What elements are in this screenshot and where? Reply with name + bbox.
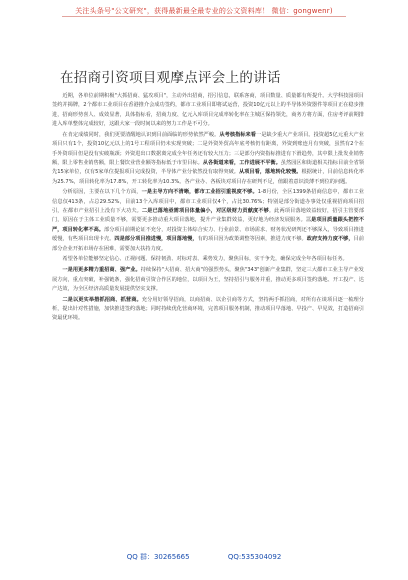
paragraph-text: 1-8月份，全区1399条招商信息中，都市工业信息仅413条，占总29.52%，目前13个入库项目中，都市工业项目仅4个，占比30.76%；特别是部分街道办事处仅重视招商项目招引，在都市产业招引上没有下大功夫。 (52, 189, 364, 215)
paragraph-text: 有的项目因为政策调整等因素，推进力度不够。 (197, 236, 307, 243)
emphasis-text: 一是用更多精力重招商、强产业。 (62, 267, 141, 274)
body-paragraph (52, 255, 364, 264)
emphasis-text: 从考核指标来看 (219, 131, 257, 138)
emphasis-text: 政府支持力度不够， (306, 236, 354, 243)
paragraph-text: 充分用好领导招商，以商招商、以企引商等方式，坚持两手抓招商，对所有在谈项目逐一梳理分析，提出针对性措施，加快推进签约落地；同时持续优化营商环境，完善项目服务机制，推动项目早落地、早投产、早见效，打造招商引资最优环境。 (52, 296, 364, 322)
emphasis-text: 从项目看，落地转化较慢。 (239, 169, 302, 176)
emphasis-text: 二是以更实举措抓招商、抓营商。 (62, 296, 142, 303)
body-paragraph (52, 266, 364, 294)
body-paragraph (52, 188, 364, 253)
paragraph-text: 希望各单位能够坚定信心、正视问题、保持韧劲、对标对表、乘势发力，聚焦目标，实干争先，确保完成全年各项目标任务。 (62, 256, 348, 263)
emphasis-text: 从各街道来看，工作进展不平衡。 (202, 159, 281, 166)
paragraph-text: 虽然园区和街道相关指标目前全省领先15家单位，仅有5家单位提报项目完成投资，半导体产业分依然没有取得突破。 (52, 159, 364, 176)
footer-qq-group: QQ 群：30265665 (126, 553, 190, 561)
banner-divider (62, 16, 346, 17)
emphasis-text: 一是主导方向不清晰，都市工业招引重视度不够。 (141, 189, 258, 196)
paragraph-text: 部分项目前期论证不充分，对投资主体综合实力、行业前景、市场需求、财务状况研判还不够深入，导致项目推进缓慢，有些项目出现卡壳。 (52, 226, 364, 243)
body-paragraph (52, 92, 364, 129)
document-body (52, 92, 364, 325)
emphasis-text: 四是部分项目推进慢，项目落地慢， (114, 236, 198, 243)
paragraph-text: 近期，各单位前期积极"大抓招商、猛攻项目"，主动外出招商，招引信息，联系客商，项目数量、质量都有所提升。大学科技园项目签约并揭牌，2个都市工业项目在香港推介会成功签约，都市工业项目即将试运营，投资10亿元以上的半导体外资器件等项目正在稳步推进，招商形势喜人、成效显著，具体指标看，招商力度、亿元入库项目完成率转化率在主城区保持领先，商务方将方面，住房考评前期排进入库单整体完成较好，这跟大家一段时间以来的努力工作是不可分。 (52, 93, 364, 128)
paragraph-text: 持续保持"大招商、招大商"的强烈势头，聚焦"343"创新产业集群，坚定三大都市工业主导产业发展方向，重点突破，补强链条，强化招商引资合作区的地位，以项目为王，坚持招引与服务并重，推动更多项目签约落地、开工投产、达产达效，为全区经济高质量发展提供坚实支撑。 (52, 267, 364, 292)
footer (0, 552, 408, 566)
top-banner (0, 0, 408, 40)
document-title: 在招商引资项目观摩点评会上的讲话 (60, 70, 281, 86)
emphasis-text: 三是项目质量跟头把控不严，项目转化率不高。 (52, 217, 364, 233)
paragraph-text: 根据统计，目前信息转化率为25.7%，项目转化率为17.8%，开工转化率为10.3%。各产业办、各板块对项目存在研判不足，值跟着意识淡薄不到位的问题。 (52, 169, 364, 185)
paragraph-text: 目前部分企业开拓市场存在困难，需要加大扶持力度。 (52, 236, 364, 252)
body-paragraph (52, 131, 364, 187)
paragraph-text: 。此两项目落地效益较好，招引主管要部门，原因在于主体工业质量不够，需要更多推动重大项目落地，提升产业集群效益，更好地为经济发展服务。 (52, 208, 364, 224)
emphasis-text: 二是已落地亟需项目体量偏小，对区级财力贡献度不够 (141, 208, 269, 215)
paragraph-text: 一是缺少重大产业项目。投资超5亿元重大产业项目只有1个，投资10亿元以上的1号工程项目仍未实现突破；二是外资外贸高年底考核仍有距离，外资到账连月有突破，虽然有2个在手外资项目但是没有实破瓶颈；外资进出口数据离完成全年任务还有较大压力；三是部分内资指标推进有下滑趋势，其中限上批发业销售额，限上零售业销售额，限上餐饮业营业额等指标低于市里目标。 (52, 131, 364, 166)
paragraph-text: 在肯定成绩同时，我们更要清醒地认识到目前面临的形势依然严峻。 (62, 131, 220, 138)
paragraph-text: 分析原因，主要在以下几个方面， (62, 189, 142, 196)
body-paragraph (52, 296, 364, 324)
banner-text: 关注头条号"公文研究"，获得最新最全最专业的公文资料库！ 微信：gongwenr) (75, 7, 333, 15)
footer-qq: QQ:535304092 (227, 553, 282, 561)
